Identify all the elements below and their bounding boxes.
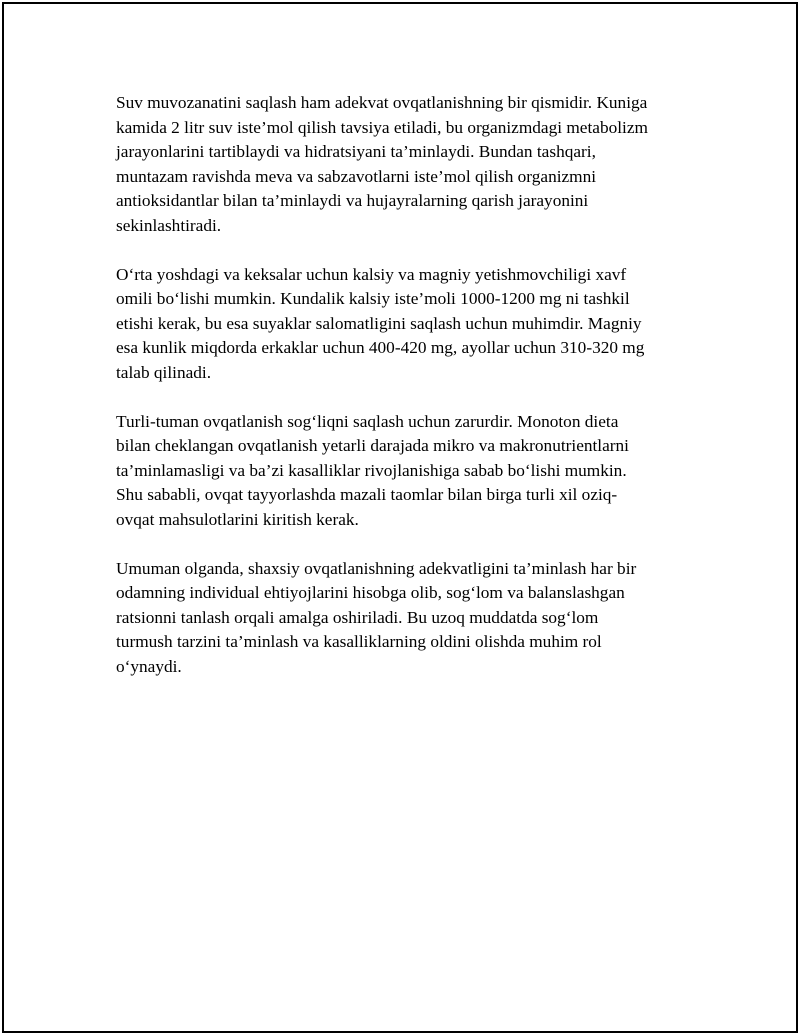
paragraph-varied-nutrition: Turli-tuman ovqatlanish sog‘liqni saqlash uchun zarurdir. Monoton dieta bilan cheklangan ovqatlanish yetarli darajada mikro va makronutrientlarni ta’minlamasligi va ba’zi kasalliklar rivojlanishiga sabab bo‘lishi mumkin. Shu sababli, ovqat tayyorlashda mazali taomlar bilan birga turli xil oziq- ovqat mahsulotlarini kiritish kerak. (116, 411, 629, 529)
document-body (116, 91, 696, 704)
paragraph-calcium-magnesium: O‘rta yoshdagi va keksalar uchun kalsiy va magniy yetishmovchiligi xavf omili bo‘lishi mumkin. Kundalik kalsiy iste’moli 1000-1200 mg ni tashkil etishi kerak, bu esa suyaklar salomatligini saqlash uchun muhimdir. Magniy esa kunlik miqdorda erkaklar uchun 400-420 mg, ayollar uchun 310-320 mg talab qilinadi. (116, 264, 645, 382)
paragraph-water-balance: Suv muvozanatini saqlash ham adekvat ovqatlanishning bir qismidir. Kuniga kamida 2 litr suv iste’mol qilish tavsiya etiladi, bu organizmdagi metabolizm jarayonlarini tartiblaydi va hidratsiyani ta’minlaydi. Bundan tashqari, muntazam ravishda meva va sabzavotlarni iste’mol qilish organizmni antioksidantlar bilan ta’minlaydi va hujayralarning qarish jarayonini sekinlashtiradi. (116, 93, 648, 235)
paragraph-conclusion: Umuman olganda, shaxsiy ovqatlanishning adekvatligini ta’minlash har bir odamning individual ehtiyojlarini hisobga olib, sog‘lom va balanslashgan ratsionni tanlash orqali amalga oshiriladi. Bu uzoq muddatda sog‘lom turmush tarzini ta’minlash va kasalliklarning oldini olishda muhim rol o‘ynaydi. (116, 558, 637, 676)
